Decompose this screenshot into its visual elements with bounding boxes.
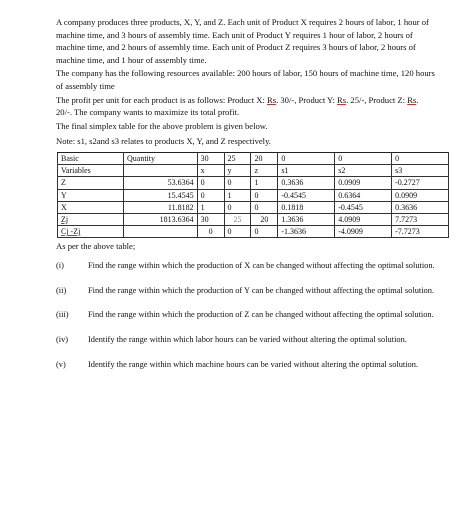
table-row (58, 189, 449, 201)
header-cell: 0 (392, 152, 449, 164)
question-item (56, 334, 436, 347)
table-cell: 1 (197, 201, 224, 213)
table-row (58, 213, 449, 225)
header-cell: Basic (58, 152, 124, 164)
profit-text-b: . 30/-, Product Y: (276, 94, 338, 105)
question-text: Find the range within which the production of Y can be changed without affecting the optimal solution. (88, 285, 435, 295)
question-number: (i) (56, 261, 64, 271)
note-text: Note: s1, s2and s3 relates to products X, Y, and Z respectively. (56, 136, 271, 147)
profit-text-a: The profit per unit for each product is as follows: Product X: (56, 94, 267, 105)
header-cell: 0 (278, 152, 335, 164)
table-cell: -0.4545 (335, 201, 392, 213)
header-cell: Variables (58, 165, 124, 177)
basic-variable-cell: Z (58, 177, 124, 189)
problem-paragraph-2: The company has the following resources available: 200 hours of labor, 150 hours of machine time, 120 hours of assembly time (56, 68, 435, 91)
header-cell: 25 (224, 152, 251, 164)
profit-text-c: . 25/-, Product Z: (346, 94, 408, 105)
table-cell: 0 (224, 177, 251, 189)
table-row (58, 177, 449, 189)
table-cell: 0 (224, 226, 251, 238)
table-cell: 0.3636 (278, 177, 335, 189)
question-number: (iii) (56, 310, 69, 320)
table-cell: -4.0909 (335, 226, 392, 238)
header-cell (124, 165, 198, 177)
table-cell: 0 (224, 201, 251, 213)
header-cell: z (251, 165, 278, 177)
basic-variable-cell: Y (58, 189, 124, 201)
table-cell: 25 (224, 213, 251, 225)
table-cell: 1 (251, 177, 278, 189)
currency-rs-2: Rs (337, 94, 347, 105)
currency-rs-3: Rs (407, 94, 417, 105)
table-cell: 7.7273 (392, 213, 449, 225)
header-cell: s1 (278, 165, 335, 177)
currency-rs-1: Rs (266, 94, 277, 105)
header-cell: x (197, 165, 224, 177)
table-cell: 0.0909 (392, 189, 449, 201)
header-cell: y (224, 165, 251, 177)
table-cell: 0.1818 (278, 201, 335, 213)
question-item (56, 285, 436, 298)
table-cell: -0.2727 (392, 177, 449, 189)
header-cell: s3 (392, 165, 449, 177)
question-text: Find the range within which the production of Z can be changed without affecting the optimal solution. (88, 310, 434, 320)
quantity-cell: 15.4545 (124, 189, 198, 201)
question-number: (v) (56, 359, 66, 369)
question-text: Identify the range within which machine hours can be varied without altering the optimal solution. (88, 359, 419, 369)
basic-variable-cell: Cj -Zj (58, 226, 124, 238)
header-cell: 30 (197, 152, 224, 164)
problem-paragraph-3 (56, 94, 436, 119)
table-cell: 1.3636 (278, 213, 335, 225)
table-header-row (58, 152, 449, 164)
table-cell: 0 (197, 177, 224, 189)
problem-paragraph-4: The final simplex table for the above problem is given below. (56, 120, 268, 131)
table-cell: 0 (251, 189, 278, 201)
table-cell: -0.4545 (278, 189, 335, 201)
table-cell: 0.0909 (335, 177, 392, 189)
header-cell: 0 (335, 152, 392, 164)
table-cell: 4.0909 (335, 213, 392, 225)
question-number: (ii) (56, 285, 67, 295)
table-row (58, 226, 449, 238)
table-cell: 1 (224, 189, 251, 201)
table-cell: 0 (251, 226, 278, 238)
header-cell: 20 (251, 152, 278, 164)
header-cell: Quantity (124, 152, 198, 164)
question-item (56, 260, 436, 273)
table-cell: 0.6364 (335, 189, 392, 201)
quantity-cell: 1813.6364 (124, 213, 198, 225)
question-number: (iv) (56, 335, 69, 345)
basic-variable-cell: Zj (58, 213, 124, 225)
table-cell: 0 (251, 201, 278, 213)
question-text: Find the range within which the production of X can be changed without affecting the optimal solution. (88, 261, 435, 271)
basic-variable-cell: X (58, 201, 124, 213)
header-cell: s2 (335, 165, 392, 177)
profit-text-d: . 20/-. The company wants to maximize its total profit. (56, 94, 419, 118)
table-cell: -1.3636 (278, 226, 335, 238)
table-header-row (58, 165, 449, 177)
table-cell: 0.3636 (392, 201, 449, 213)
after-table-text: As per the above table; (56, 241, 136, 252)
table-cell: -7.7273 (392, 226, 449, 238)
table-row (58, 201, 449, 213)
table-cell: 0 (197, 226, 224, 238)
quantity-cell (124, 226, 198, 238)
problem-paragraph-1: A company produces three products, X, Y, and Z. Each unit of Product X requires 2 hours of labor, 1 hour of machine time, and 3 hours of assembly time. Each unit of Product Y requires 1 hour of labor, 2 hours of machine time, and 2 hours of assembly time. Each unit of Product Z requires 3 hours of labor, 2 hours of machine time, and 1 hour of assembly time. (56, 17, 429, 65)
table-cell: 0 (197, 189, 224, 201)
simplex-table (57, 152, 449, 238)
question-text: Identify the range within which labor hours can be varied without altering the optimal solution. (88, 335, 407, 345)
quantity-cell: 11.8182 (124, 201, 198, 213)
table-cell: 20 (251, 213, 278, 225)
question-item (56, 309, 436, 322)
quantity-cell: 53.6364 (124, 177, 198, 189)
question-item (56, 359, 436, 372)
table-cell: 30 (197, 213, 224, 225)
